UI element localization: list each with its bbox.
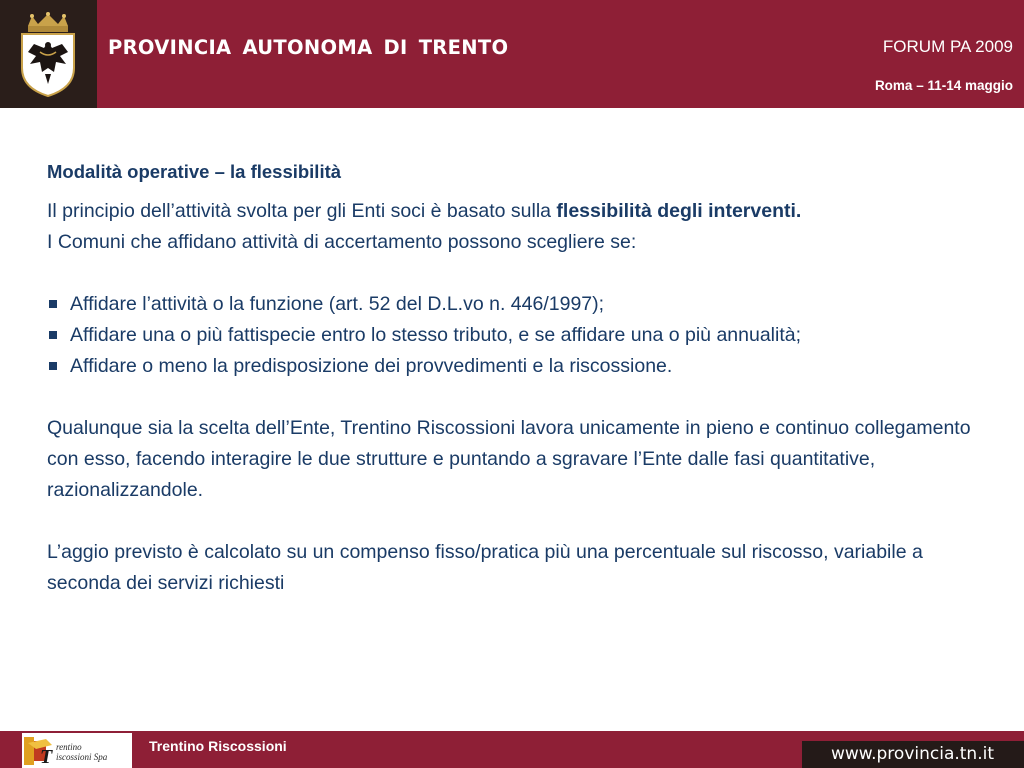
paragraph-fee: L’aggio previsto è calcolato su un compenso fisso/pratica più una percentuale sul riscosso, variabile a seconda dei servizi richiesti <box>47 541 923 594</box>
event-date: Roma – 11-14 maggio <box>874 78 1013 93</box>
spacer <box>47 382 997 413</box>
logo-wordmark-line-1: rentino <box>56 742 82 752</box>
trentino-riscossioni-logo <box>22 733 132 768</box>
intro-emphasis: flessibilità degli interventi. <box>556 200 802 222</box>
header-bar <box>0 0 1024 108</box>
list-item: Affidare l’attività o la funzione (art. 52 del D.L.vo n. 446/1997); <box>47 289 997 320</box>
event-title: FORUM PA 2009 <box>882 37 1013 56</box>
intro-line-2: I Comuni che affidano attività di accertamento possono scegliere se: <box>47 231 637 253</box>
company-name: Trentino Riscossioni <box>149 738 287 754</box>
province-coat-of-arms-icon <box>16 12 80 98</box>
svg-text:T: T <box>40 746 53 768</box>
slide-content <box>47 158 997 599</box>
coat-of-arms-logo <box>0 0 97 108</box>
spacer <box>47 506 997 537</box>
section-heading: Modalità operative – la flessibilità <box>47 161 342 182</box>
website-link[interactable]: www.provincia.tn.it <box>830 744 994 764</box>
logo-wordmark-line-2: iscossioni Spa <box>56 752 108 762</box>
logo-wordmark <box>56 742 107 762</box>
footer-bar <box>0 731 1024 768</box>
list-item: Affidare una o più fattispecie entro lo stesso tributo, e se affidare una o più annualità; <box>47 320 997 351</box>
paragraph-collaboration: Qualunque sia la scelta dell’Ente, Trentino Riscossioni lavora unicamente in pieno e continuo collegamento con esso, facendo interagire le due strutture e puntando a sgravare l’Ente dalle fasi quantitative, razionalizzandole. <box>47 417 971 501</box>
list-item: Affidare o meno la predisposizione dei provvedimenti e la riscossione. <box>47 351 997 382</box>
organization-title: PROVINCIA AUTONOMA DI TRENTO <box>108 36 509 59</box>
website-badge <box>802 741 1024 768</box>
intro-text: Il principio dell’attività svolta per gli Enti soci è basato sulla <box>47 200 557 222</box>
intro-line-1 <box>47 196 997 227</box>
options-list <box>47 289 997 382</box>
spacer <box>47 258 997 289</box>
